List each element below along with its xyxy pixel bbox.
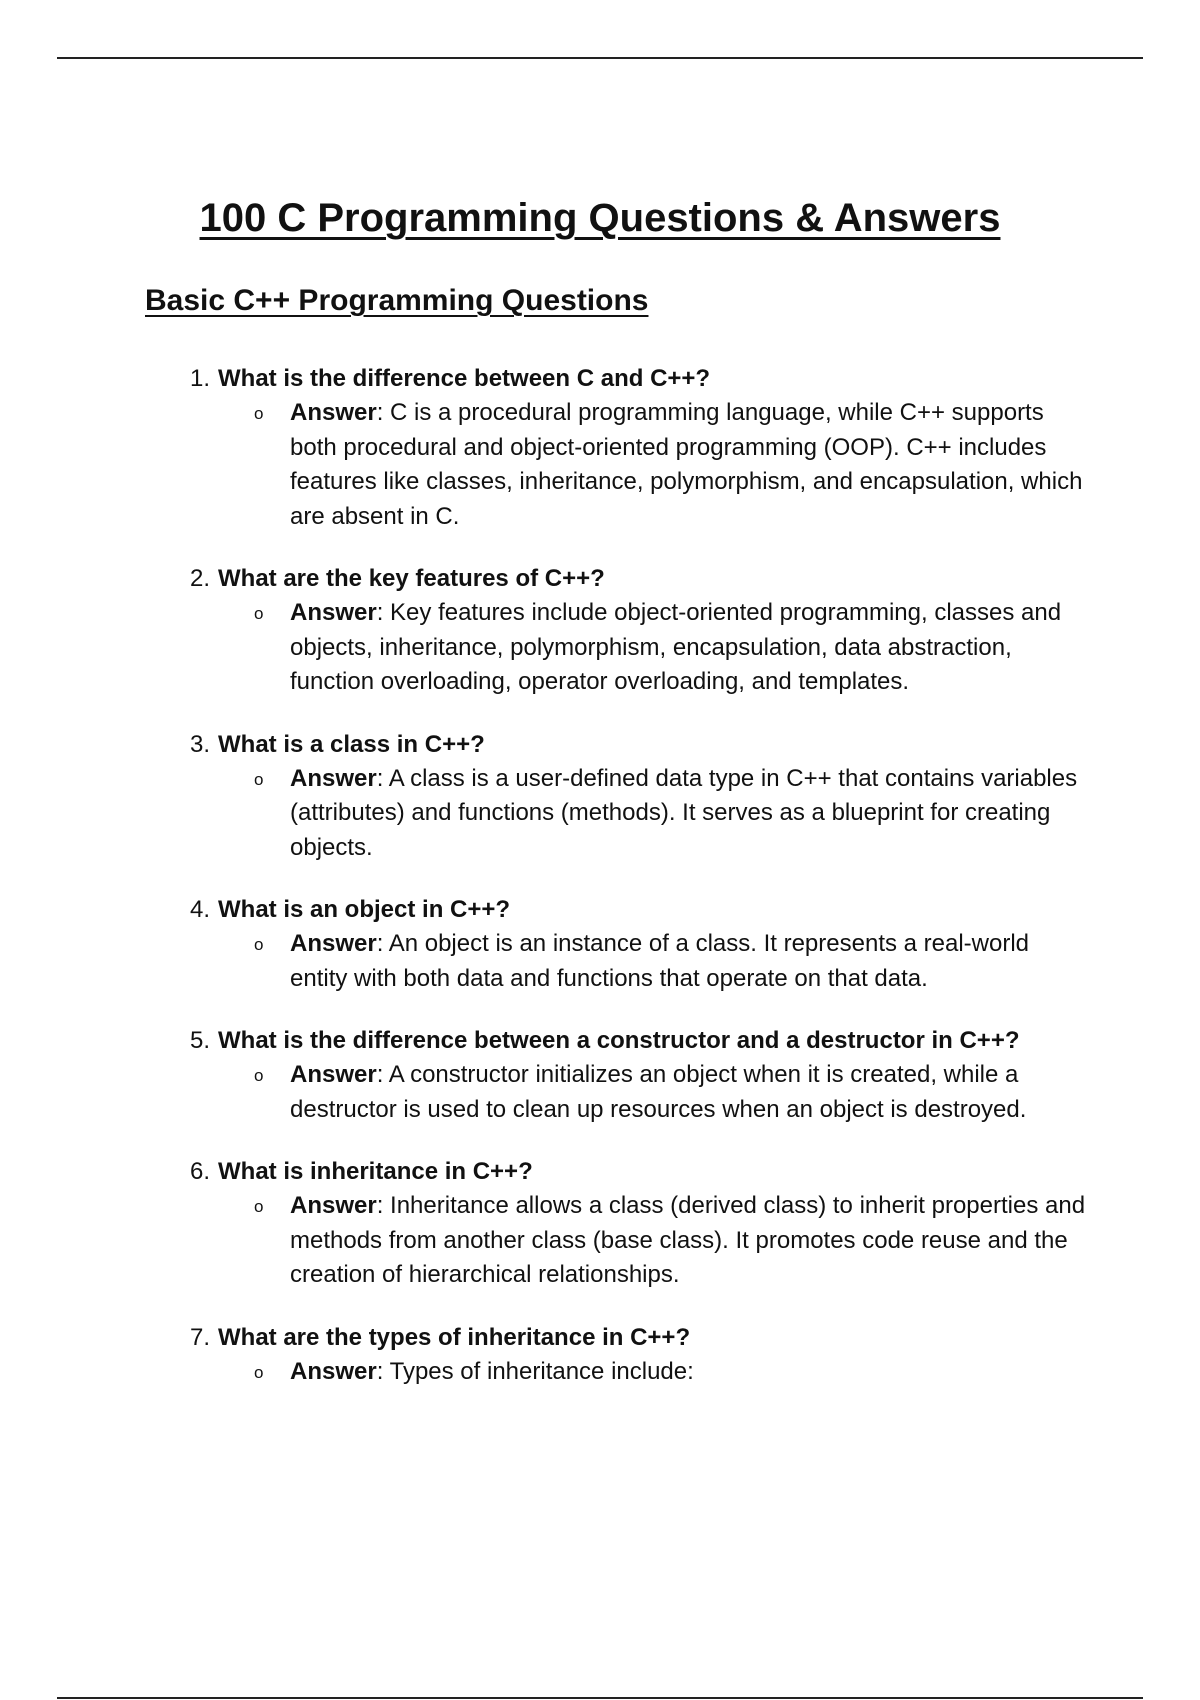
question-number: 6.	[189, 1158, 210, 1185]
question	[189, 893, 1200, 927]
question-text: What are the types of inheritance in C++?	[218, 1323, 691, 1351]
answer-text: : C is a procedural programming language, while C++ supports both procedural and object-oriented programming (OOP). C++ includes features like classes, inheritance, polymorphism, and encapsulation, which are absent in C.	[290, 399, 1083, 530]
bullet-icon: o	[254, 1197, 264, 1216]
question	[189, 728, 1200, 762]
question-number: 2.	[189, 565, 210, 592]
question-text: What is the difference between C and C++?	[218, 365, 711, 392]
answer	[254, 396, 1090, 534]
answer-label: Answer	[290, 1061, 377, 1088]
answer	[254, 1189, 1090, 1293]
list-item	[0, 362, 1200, 534]
answer	[254, 1355, 1090, 1390]
bullet-icon: o	[254, 935, 264, 954]
answer-text: : A class is a user-defined data type in C++ that contains variables (attributes) and functions (methods). It serves as a blueprint for creating objects.	[290, 764, 1078, 861]
answer-text: : Types of inheritance include:	[376, 1357, 694, 1385]
answer	[254, 1058, 1090, 1127]
answer-text: : Key features include object-oriented programming, classes and objects, inheritance, polymorphism, encapsulation, data abstraction, function overloading, operator overloading, and templates.	[290, 599, 1062, 695]
bullet-icon: o	[254, 1066, 264, 1085]
answer-label: Answer	[290, 1192, 377, 1219]
answer-label: Answer	[290, 1357, 377, 1385]
answer-label: Answer	[290, 764, 377, 792]
answer-label: Answer	[290, 930, 377, 957]
question	[189, 362, 1200, 396]
answer-label: Answer	[290, 399, 377, 426]
answer-text: : An object is an instance of a class. It represents a real-world entity with both data and functions that operate on that data.	[290, 930, 1030, 992]
question-text: What are the key features of C++?	[218, 565, 605, 592]
bullet-icon: o	[254, 604, 264, 623]
answer-text: : A constructor initializes an object when it is created, while a destructor is used to clean up resources when an object is destroyed.	[290, 1061, 1027, 1123]
question-text: What is the difference between a constructor and a destructor in C++?	[218, 1027, 1020, 1054]
question-text: What is inheritance in C++?	[218, 1158, 533, 1185]
question-number: 1.	[189, 365, 210, 392]
answer	[254, 762, 1090, 866]
list-item	[0, 1321, 1200, 1390]
question	[189, 562, 1200, 596]
answer-label: Answer	[290, 599, 377, 626]
question-number: 4.	[189, 896, 210, 923]
bullet-icon: o	[254, 1362, 264, 1382]
question-text: What is a class in C++?	[218, 730, 485, 758]
question	[189, 1024, 1200, 1058]
section-heading: Basic C++ Programming Questions	[145, 284, 649, 317]
answer	[254, 596, 1090, 700]
list-item	[0, 1155, 1200, 1293]
question	[189, 1155, 1200, 1189]
answer-text: : Inheritance allows a class (derived class) to inherit properties and methods from another class (base class). It promotes code reuse and the creation of hierarchical relationships.	[290, 1192, 1086, 1288]
question	[189, 1321, 1200, 1355]
answer	[254, 927, 1090, 996]
question-number: 3.	[189, 730, 210, 758]
bullet-icon: o	[254, 769, 264, 789]
list-item	[0, 562, 1200, 700]
page-title: 100 C Programming Questions & Answers	[199, 196, 1001, 240]
header-rule	[57, 57, 1143, 59]
list-item	[0, 893, 1200, 996]
question-list	[0, 362, 1200, 1417]
bullet-icon: o	[254, 404, 264, 423]
list-item	[0, 728, 1200, 866]
list-item	[0, 1024, 1200, 1127]
question-text: What is an object in C++?	[218, 896, 511, 923]
question-number: 7.	[189, 1323, 210, 1351]
question-number: 5.	[189, 1027, 210, 1054]
footer-rule	[57, 1697, 1143, 1699]
